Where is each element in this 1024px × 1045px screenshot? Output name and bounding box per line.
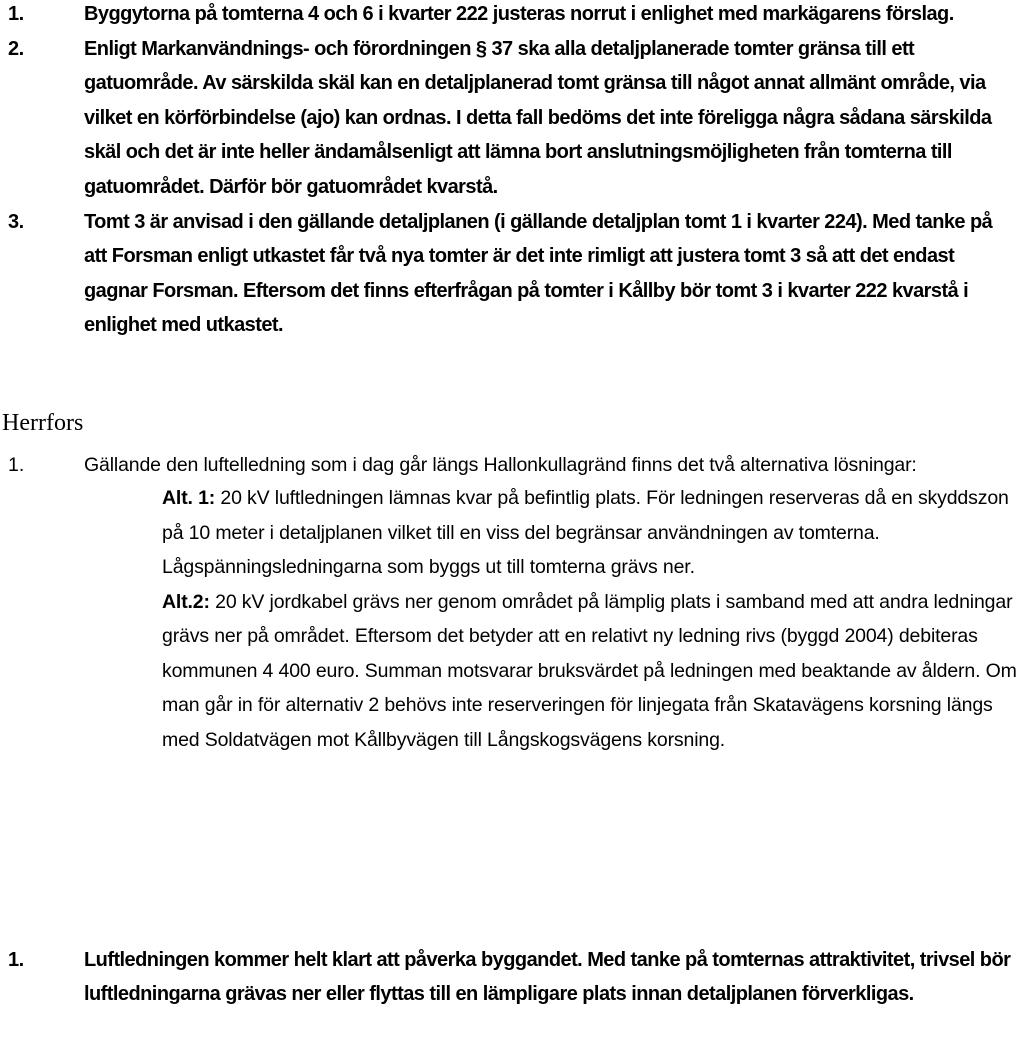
response-list bbox=[0, 0, 1024, 343]
list-text: Gällande den luftelledning som i dag går längs Hallonkullagränd finns det två alternativa lösningar: bbox=[84, 454, 917, 476]
alternative-label: Alt. 1: bbox=[162, 487, 216, 509]
list-item bbox=[0, 943, 1024, 1011]
list-item bbox=[0, 205, 1024, 343]
list-text: Byggytorna på tomterna 4 och 6 i kvarter 222 justeras norrut i enlighet med markägarens förslag. bbox=[84, 3, 954, 25]
list-number: 1. bbox=[8, 454, 25, 476]
list-text: Tomt 3 är anvisad i den gällande detaljplanen (i gällande detaljplan tomt 1 i kvarter 224). Med tanke på att Forsman enligt utkastet får två nya tomter är det inte rimligt att justera tomt 3 så att det endast gagnar Forsman. Eftersom det finns efterfrågan på tomter i Kållby bör tomt 3 i kvarter 222 kvarstå i enlighet med utkastet. bbox=[84, 210, 993, 337]
list-item bbox=[0, 449, 1024, 481]
list-number: 1. bbox=[8, 949, 24, 971]
alternative-text: 20 kV jordkabel grävs ner genom området på lämplig plats i samband med att andra ledningar grävs ner på området. Eftersom det betyder att en relativt ny ledning rivs (byggd 2004) debiteras kommunen 4 400 euro. Summan motsvarar bruksvärdet på ledningen med beaktande av åldern. Om man går in för alternativ 2 behövs inte reserveringen för linjegata från Skatavägens korsning längs med Soldatvägen mot Kållbyvägen till Långskogsvägens korsning. bbox=[162, 590, 1017, 751]
alternative-1 bbox=[162, 481, 1020, 585]
list-number: 3. bbox=[8, 210, 24, 233]
list-text: Enligt Markanvändnings- och förordningen § 37 ska alla detaljplanerade tomter gränsa till ett gatuområde. Av särskilda skäl kan en detaljplanerad tomt gränsa till något annat allmänt område, via vilket en körförbindelse (ajo) kan ordnas. I detta fall bedöms det inte föreligga några sådana särskilda skäl och det är inte heller ändamålsenligt att lämna bort anslutningsmöjligheten från tomterna till gatuområdet. Därför bör gatuområdet kvarstå. bbox=[84, 37, 992, 198]
list-number: 2. bbox=[8, 37, 24, 60]
alternative-text: 20 kV luftledningen lämnas kvar på befintlig plats. För ledningen reserveras då en skyddszon på 10 meter i detaljplanen vilket till en viss del begränsar användningen av tomterna. Lågspänningsledningarna som byggs ut till tomterna grävs ner. bbox=[162, 487, 1009, 578]
alternative-label: Alt.2: bbox=[162, 590, 210, 613]
alternatives bbox=[162, 481, 1020, 757]
list-number: 1. bbox=[8, 3, 24, 25]
list-item bbox=[0, 32, 1024, 205]
list-item bbox=[0, 0, 1024, 32]
section-heading: Herrfors bbox=[2, 410, 84, 436]
response-list-bottom bbox=[0, 943, 1024, 1011]
alternative-2 bbox=[162, 585, 1020, 758]
list-text: Luftledningen kommer helt klart att påverka byggandet. Med tanke på tomternas attraktivitet, trivsel bör luftledningarna grävas ner eller flyttas till en lämpligare plats innan detaljplanen förverkligas. bbox=[84, 949, 1011, 1005]
herrfors-list bbox=[0, 449, 1024, 757]
